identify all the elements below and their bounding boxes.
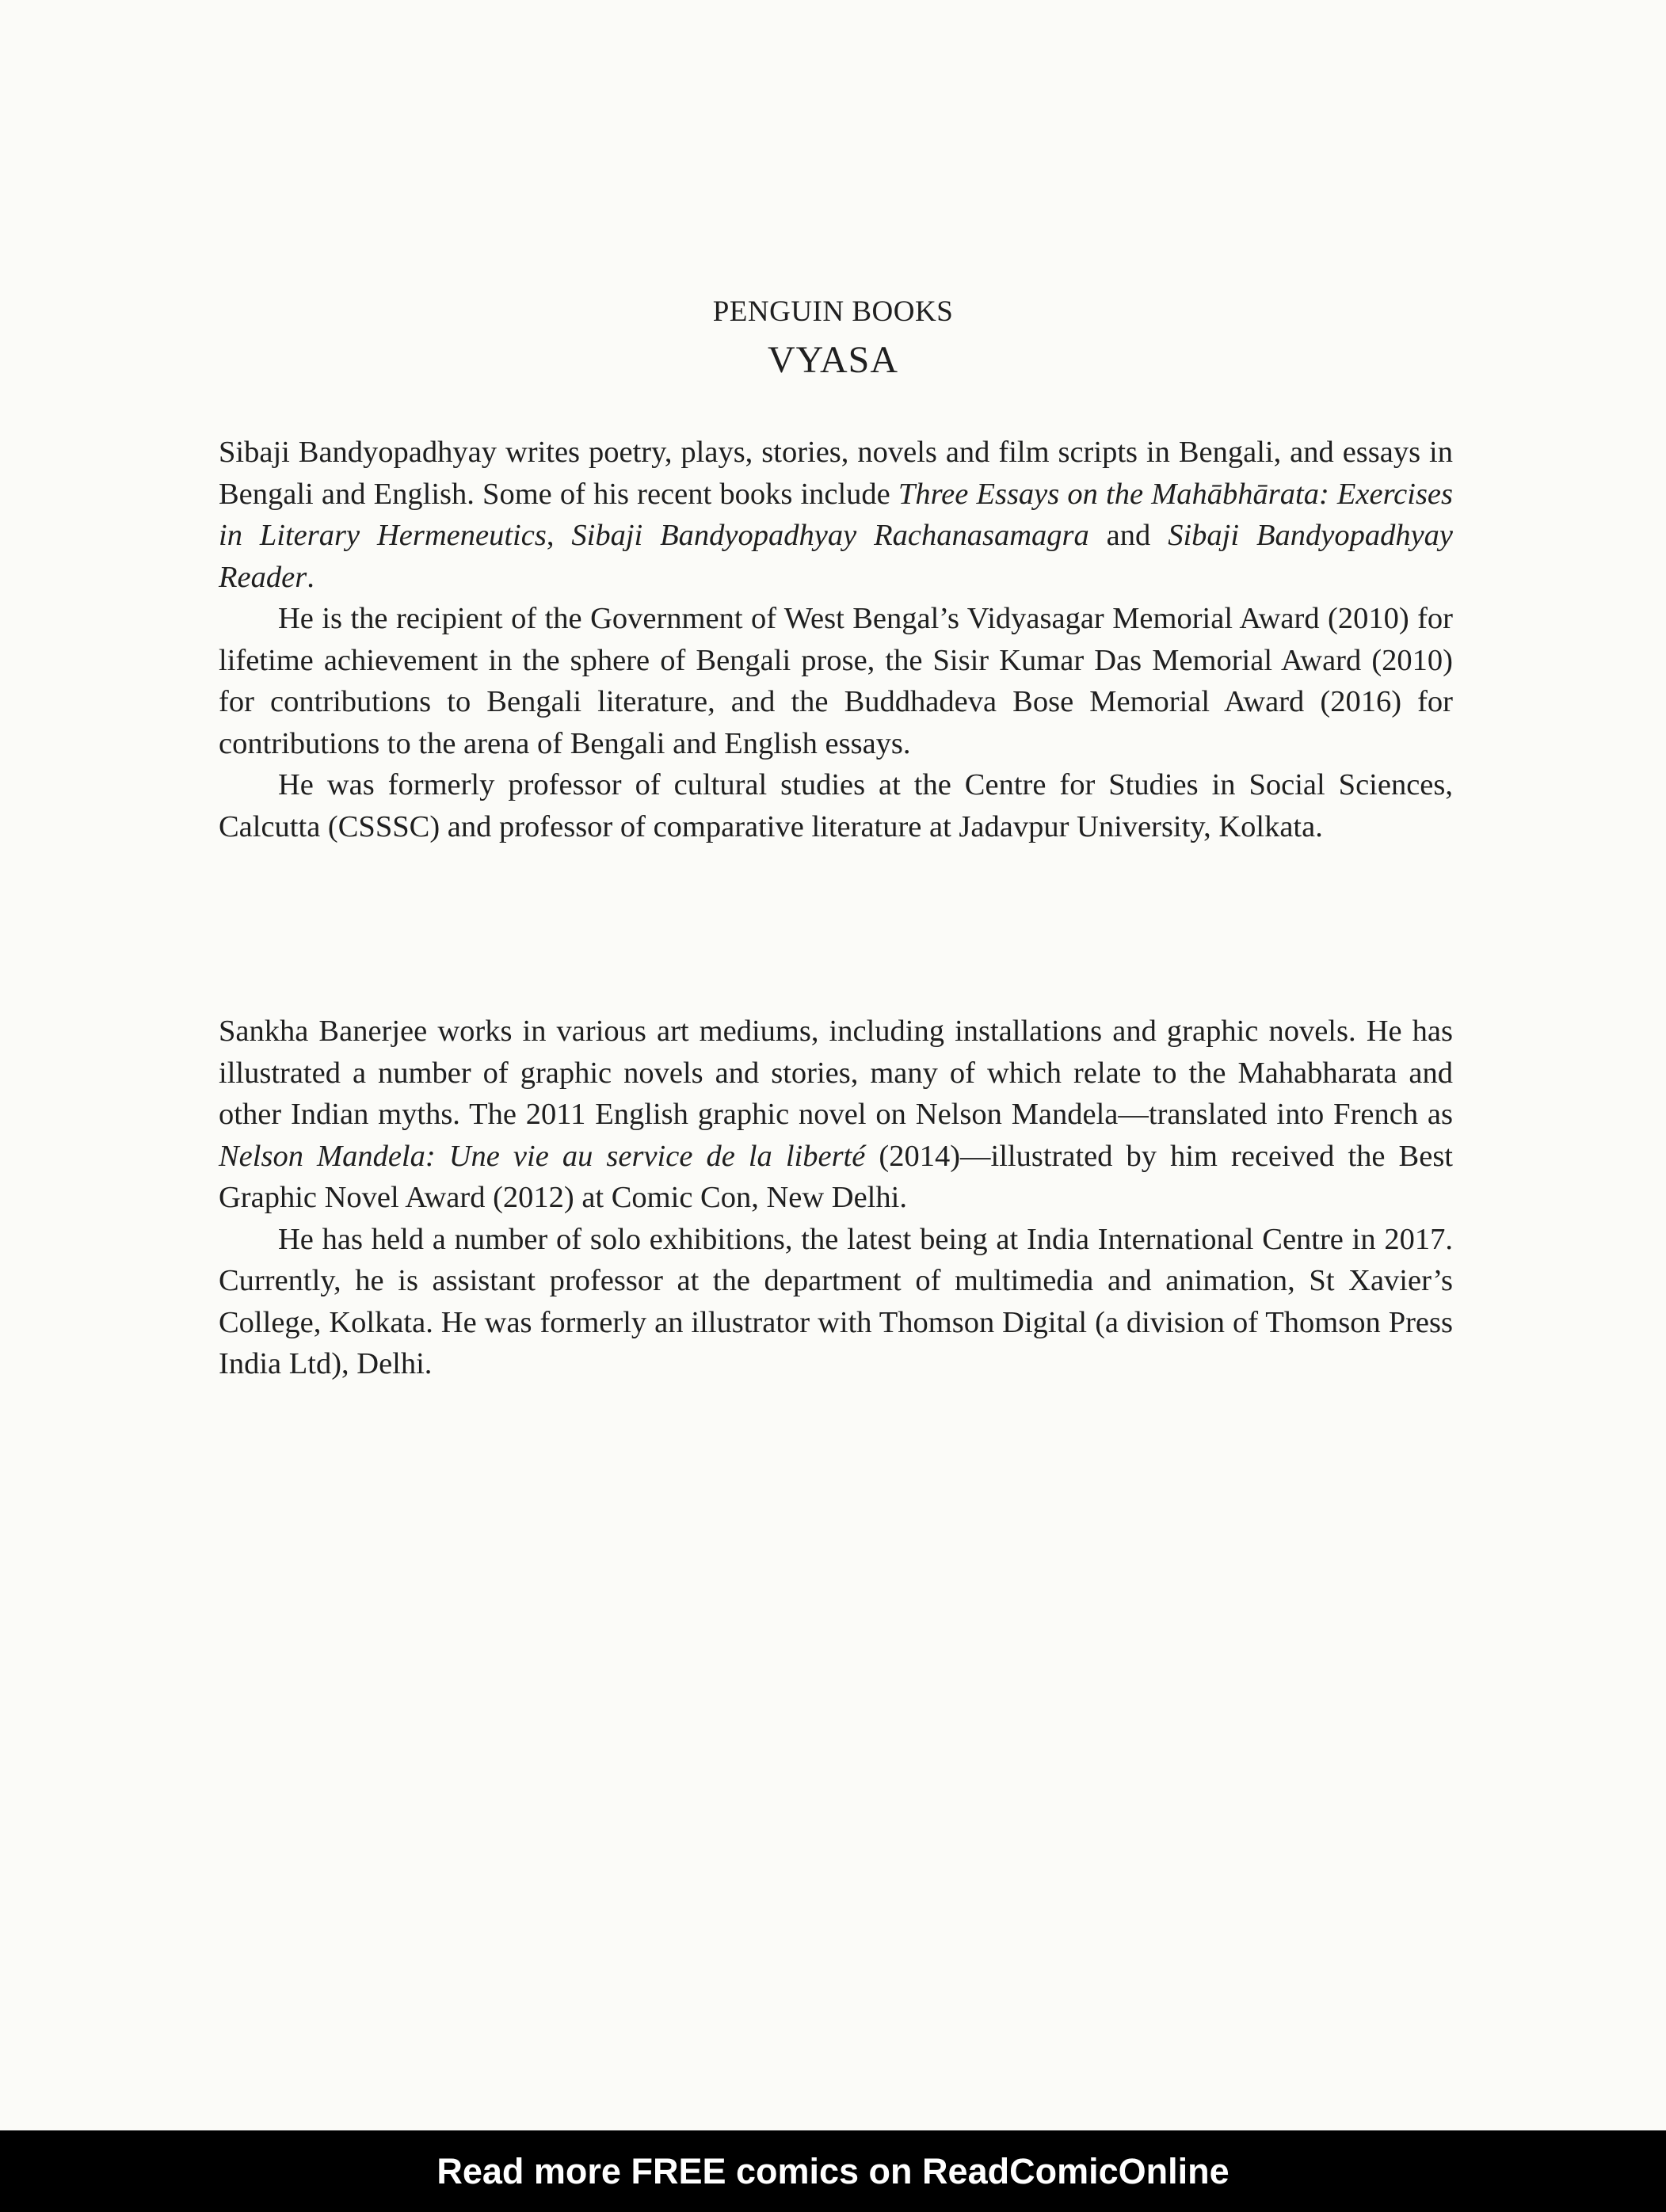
illustrator-bio-text: Sankha Banerjee works in various art mediums, including installations and graphic novels. He has illustrated a number of graphic novels and stories, many of which relate to the Mahabharata and other Indian myths. The 2011 English graphic novel on Nelson Mandela—translated into French as bbox=[219, 1015, 1453, 1131]
book-title-nelson-mandela: Nelson Mandela: Une vie au service de la liberté bbox=[219, 1139, 866, 1173]
book-title-three-essays: Three Essays on the Mahābhārata: Exercises in Literary Hermeneutics bbox=[219, 477, 1453, 552]
illustrator-bio bbox=[219, 1011, 1453, 1385]
author-bio-paragraph-1 bbox=[219, 432, 1453, 598]
publisher-name: PENGUIN BOOKS bbox=[712, 295, 954, 328]
book-title-rachanasamagra: Sibaji Bandyopadhyay Rachanasamagra bbox=[571, 519, 1089, 552]
author-bio-paragraph-3: He was formerly professor of cultural studies at the Centre for Studies in Social Sciences, Calcutta (CSSSC) and professor of comparative literature at Jadavpur University, Kolkata. bbox=[219, 768, 1453, 843]
illustrator-bio-text: (2014)—illustrated by him received the Best Graphic Novel Award (2012) at Comic Con, New Delhi. bbox=[219, 1139, 1453, 1214]
book-title: VYASA bbox=[767, 339, 899, 381]
promo-banner[interactable]: Read more FREE comics on ReadComicOnline bbox=[0, 2130, 1666, 2212]
author-bio bbox=[219, 432, 1453, 847]
author-bio-text: Sibaji Bandyopadhyay writes poetry, plays, stories, novels and film scripts in Bengali, and essays in Bengali and English. Some of his recent books include bbox=[219, 436, 1453, 511]
author-bio-paragraph-2: He is the recipient of the Government of West Bengal’s Vidyasagar Memorial Award (2010) for lifetime achievement in the sphere of Bengali prose, the Sisir Kumar Das Memorial Award (2010) for contributions to Bengali literature, and the Buddhadeva Bose Memorial Award (2016) for contributions to the arena of Bengali and English essays. bbox=[219, 602, 1453, 760]
book-title-reader: Sibaji Bandyopadhyay Reader bbox=[219, 519, 1454, 594]
author-bio-text: . bbox=[307, 560, 315, 594]
illustrator-bio-paragraph-2: He has held a number of solo exhibitions, the latest being at India International Centre in 2017. Currently, he is assistant professor at the department of multimedia and animation, St Xavier’s College, Kolkata. He was formerly an illustrator with Thomson Digital (a division of Thomson Press India Ltd), Delhi. bbox=[219, 1222, 1453, 1380]
illustrator-bio-paragraph-1 bbox=[219, 1011, 1453, 1219]
author-bio-text: and bbox=[1088, 519, 1168, 552]
author-bio-text: , bbox=[546, 519, 572, 552]
